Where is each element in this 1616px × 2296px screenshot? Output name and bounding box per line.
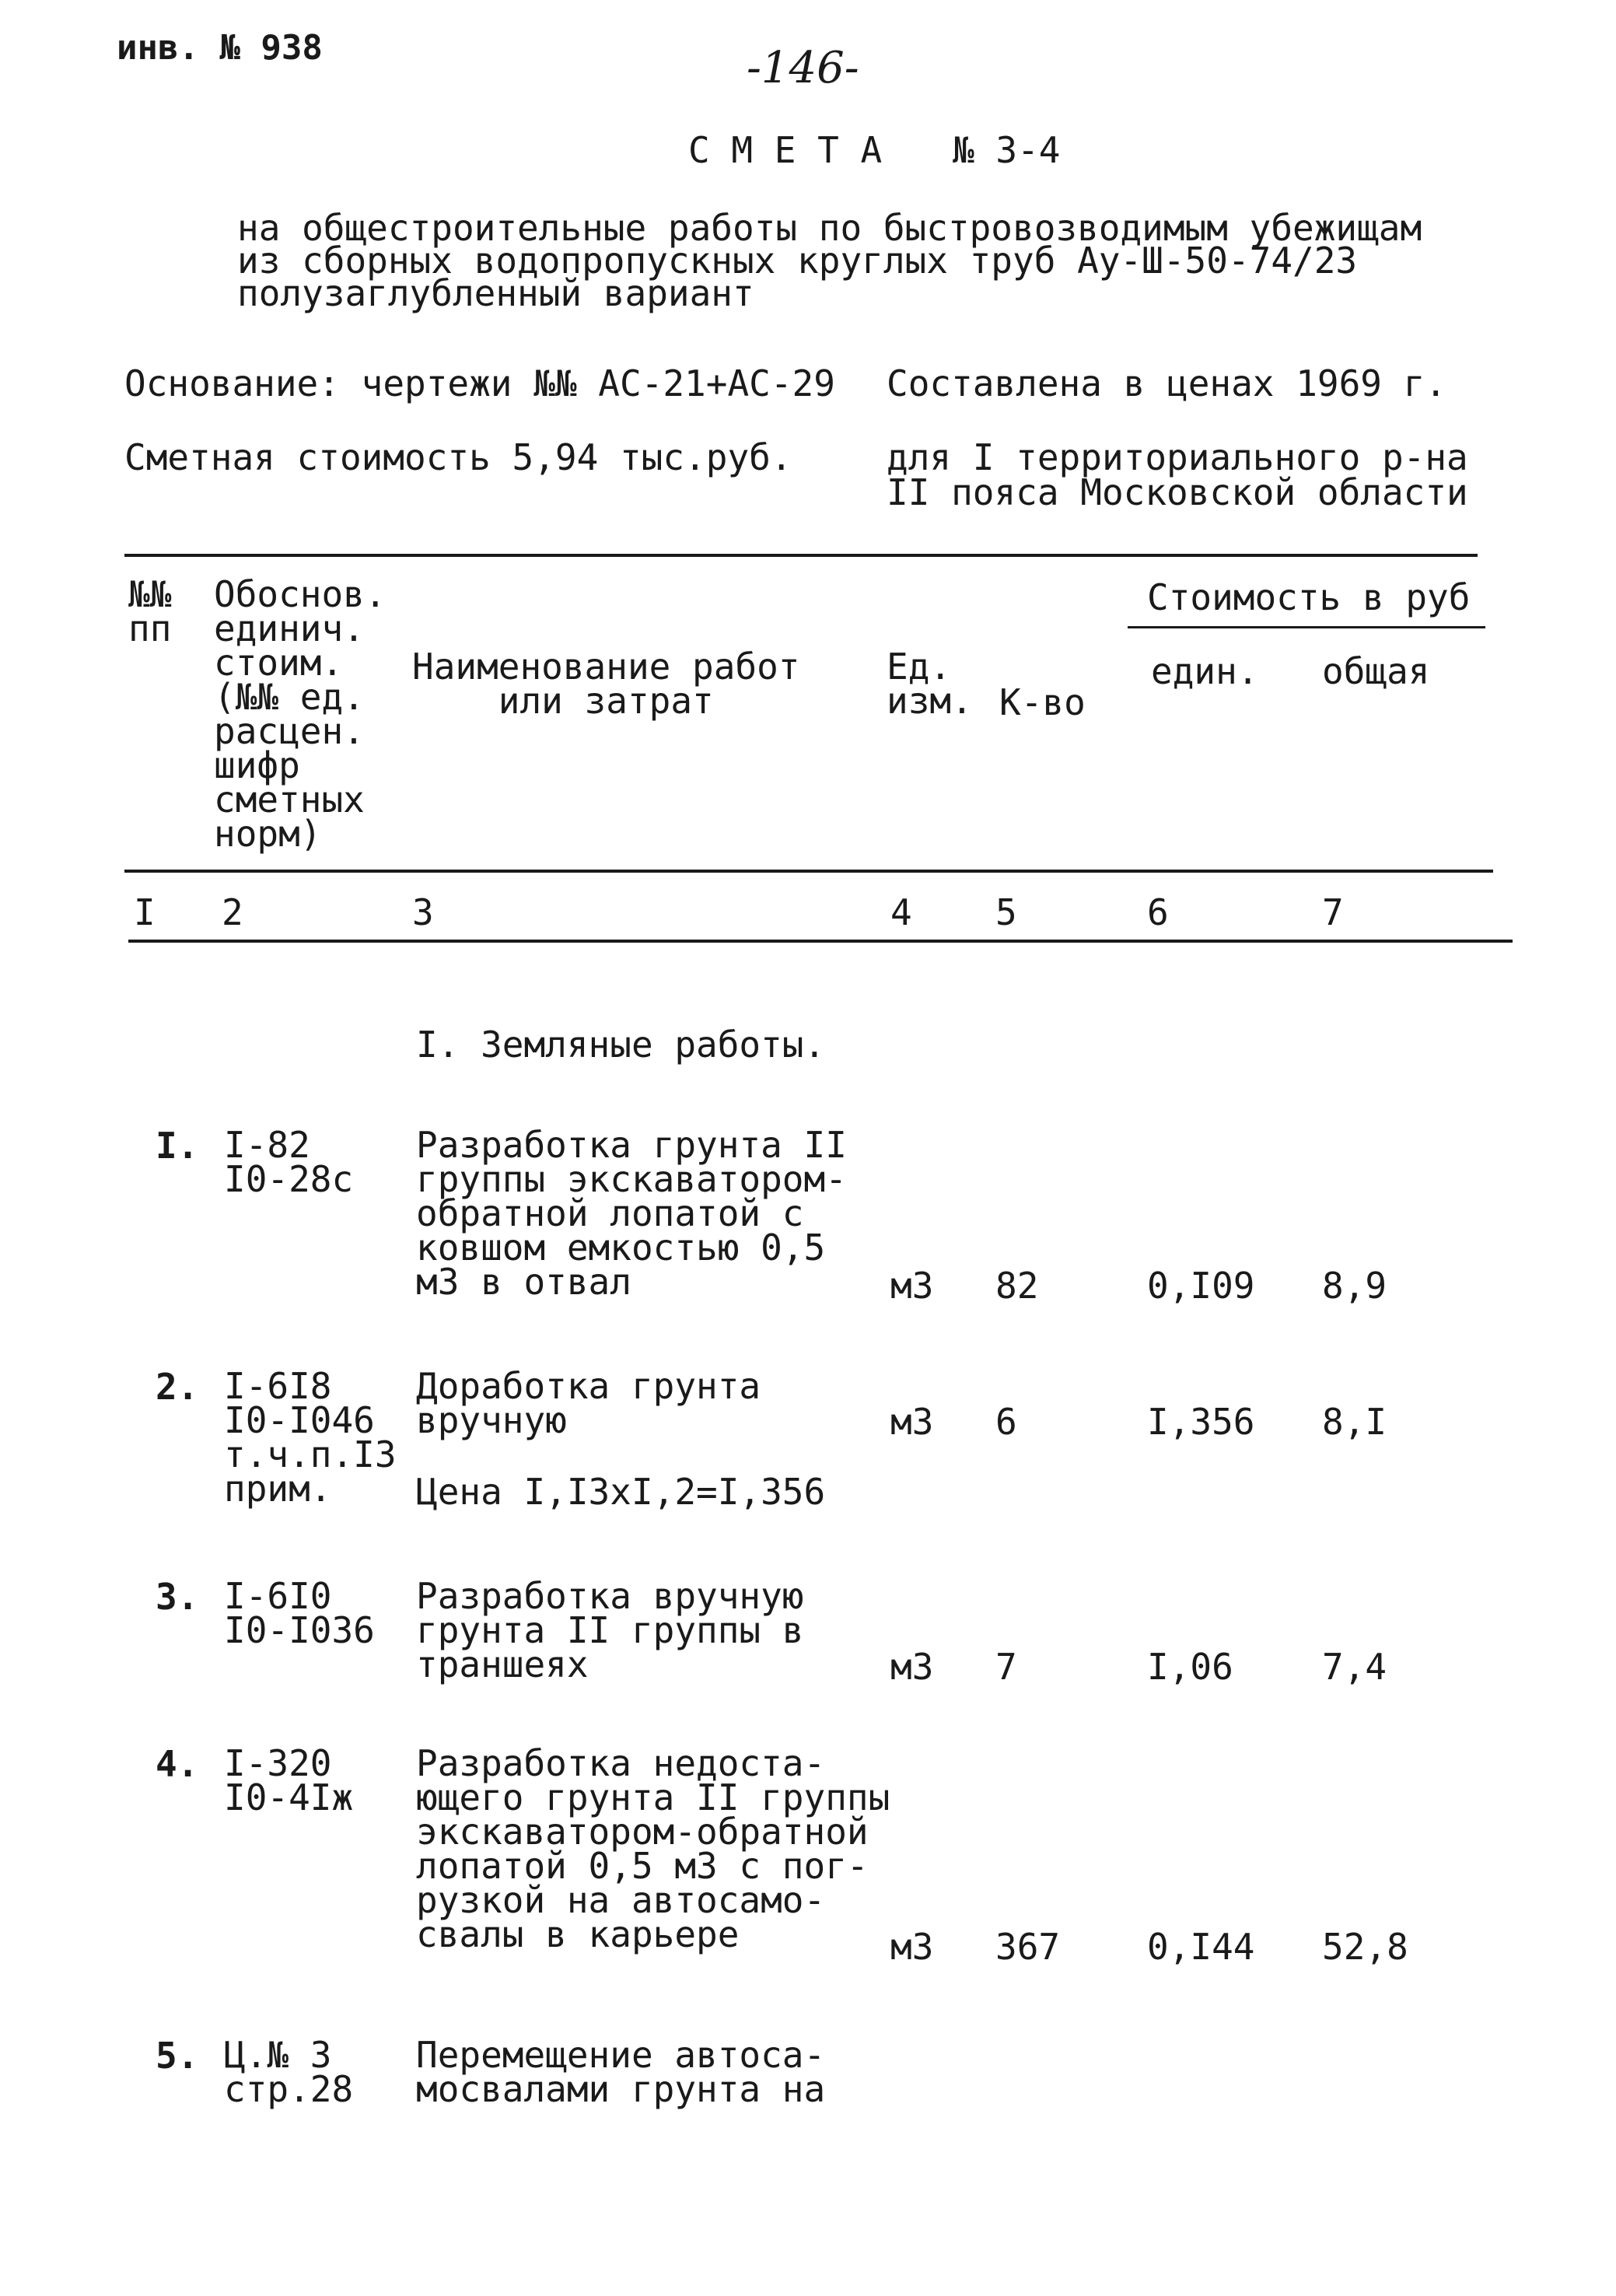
column-number: I: [134, 891, 156, 933]
row-price-note: Цена I,I3хI,2=I,356: [416, 1471, 826, 1513]
row-work-name: Разработка вручную грунта II группы в траншеях: [416, 1575, 804, 1685]
row-unit: м3: [890, 1265, 934, 1307]
row-work-name: Разработка недоста- ющего грунта II группы экскаватором-обратной лопатой 0,5 м3 с пог- рузкой на автосамо- свалы в карьере: [416, 1742, 890, 1955]
subtitle-line: на общестроительные работы по быстровозводимым убежищам: [237, 207, 1422, 249]
header-unit-price: един.: [1151, 650, 1259, 692]
header-unit: Ед. изм.: [887, 646, 973, 722]
row-unit-price: I,06: [1147, 1646, 1233, 1688]
column-number: 5: [995, 891, 1017, 933]
basis-drawings: Основание: чертежи №№ АС-21+АС-29: [124, 362, 835, 404]
header-work-name: Наименование работ или затрат: [412, 646, 800, 722]
row-number: 3.: [156, 1576, 199, 1618]
column-number: 7: [1322, 891, 1344, 933]
row-unit: м3: [890, 1926, 934, 1968]
row-unit: м3: [890, 1646, 934, 1688]
row-quantity: 6: [995, 1401, 1017, 1443]
row-work-name: Перемещение автоса- мосвалами грунта на: [416, 2034, 826, 2110]
header-cost-group: Стоимость в руб: [1147, 576, 1471, 618]
column-numbers-rule: [128, 940, 1513, 943]
page-number: -146-: [747, 43, 859, 93]
estimated-cost: Сметная стоимость 5,94 тыс.руб.: [124, 436, 792, 478]
document-number: № 3-4: [953, 129, 1061, 171]
row-basis: I-82 I0-28с: [224, 1124, 354, 1200]
table-top-rule: [124, 554, 1478, 557]
row-number: I.: [156, 1125, 199, 1167]
section-title: I. Земляные работы.: [416, 1024, 826, 1066]
row-total: 52,8: [1322, 1926, 1408, 1968]
subtitle-line: полузаглубленный вариант: [237, 272, 754, 314]
row-unit-price: I,356: [1147, 1401, 1255, 1443]
row-unit-price: 0,I44: [1147, 1926, 1255, 1968]
row-number: 2.: [156, 1366, 199, 1408]
row-basis: I-6I8 I0-I046 т.ч.п.I3 прим.: [224, 1365, 397, 1510]
row-quantity: 7: [995, 1646, 1017, 1688]
row-basis: I-6I0 I0-I036: [224, 1575, 375, 1651]
inventory-number: инв. № 938: [117, 28, 323, 68]
row-total: 8,9: [1322, 1265, 1387, 1307]
header-row-number: №№ пп: [128, 573, 172, 649]
column-number: 6: [1147, 891, 1169, 933]
document-title: С М Е Т А: [688, 129, 883, 171]
cost-group-rule: [1128, 626, 1485, 628]
row-number: 4.: [156, 1743, 199, 1785]
header-total: общая: [1322, 650, 1430, 692]
region-line: II пояса Московской области: [887, 471, 1468, 513]
row-unit: м3: [890, 1401, 934, 1443]
row-total: 7,4: [1322, 1646, 1387, 1688]
column-number: 2: [222, 891, 243, 933]
region-line: для I территориального р-на: [887, 436, 1468, 478]
row-work-name: Разработка грунта II группы экскаватором- обратной лопатой с ковшом емкостью 0,5 м3 в отвал: [416, 1124, 847, 1303]
row-basis: I-320 I0-4Iж: [224, 1742, 354, 1818]
column-number: 4: [890, 891, 912, 933]
price-year: Составлена в ценах 1969 г.: [887, 362, 1447, 404]
row-unit-price: 0,I09: [1147, 1265, 1255, 1307]
row-quantity: 367: [995, 1926, 1061, 1968]
header-basis: Обоснов. единич. стоим. (№№ ед. расцен. шифр сметных норм): [214, 573, 387, 855]
column-number: 3: [412, 891, 434, 933]
row-basis: Ц.№ 3 стр.28: [224, 2034, 354, 2110]
row-work-name: Доработка грунта вручную: [416, 1365, 761, 1441]
header-quantity: К-во: [999, 681, 1086, 723]
row-quantity: 82: [995, 1265, 1039, 1307]
subtitle-line: из сборных водопропускных круглых труб Ау-Ш-50-74/23: [237, 240, 1358, 282]
row-total: 8,I: [1322, 1401, 1387, 1443]
row-number: 5.: [156, 2035, 199, 2077]
header-bottom-rule: [124, 870, 1493, 873]
